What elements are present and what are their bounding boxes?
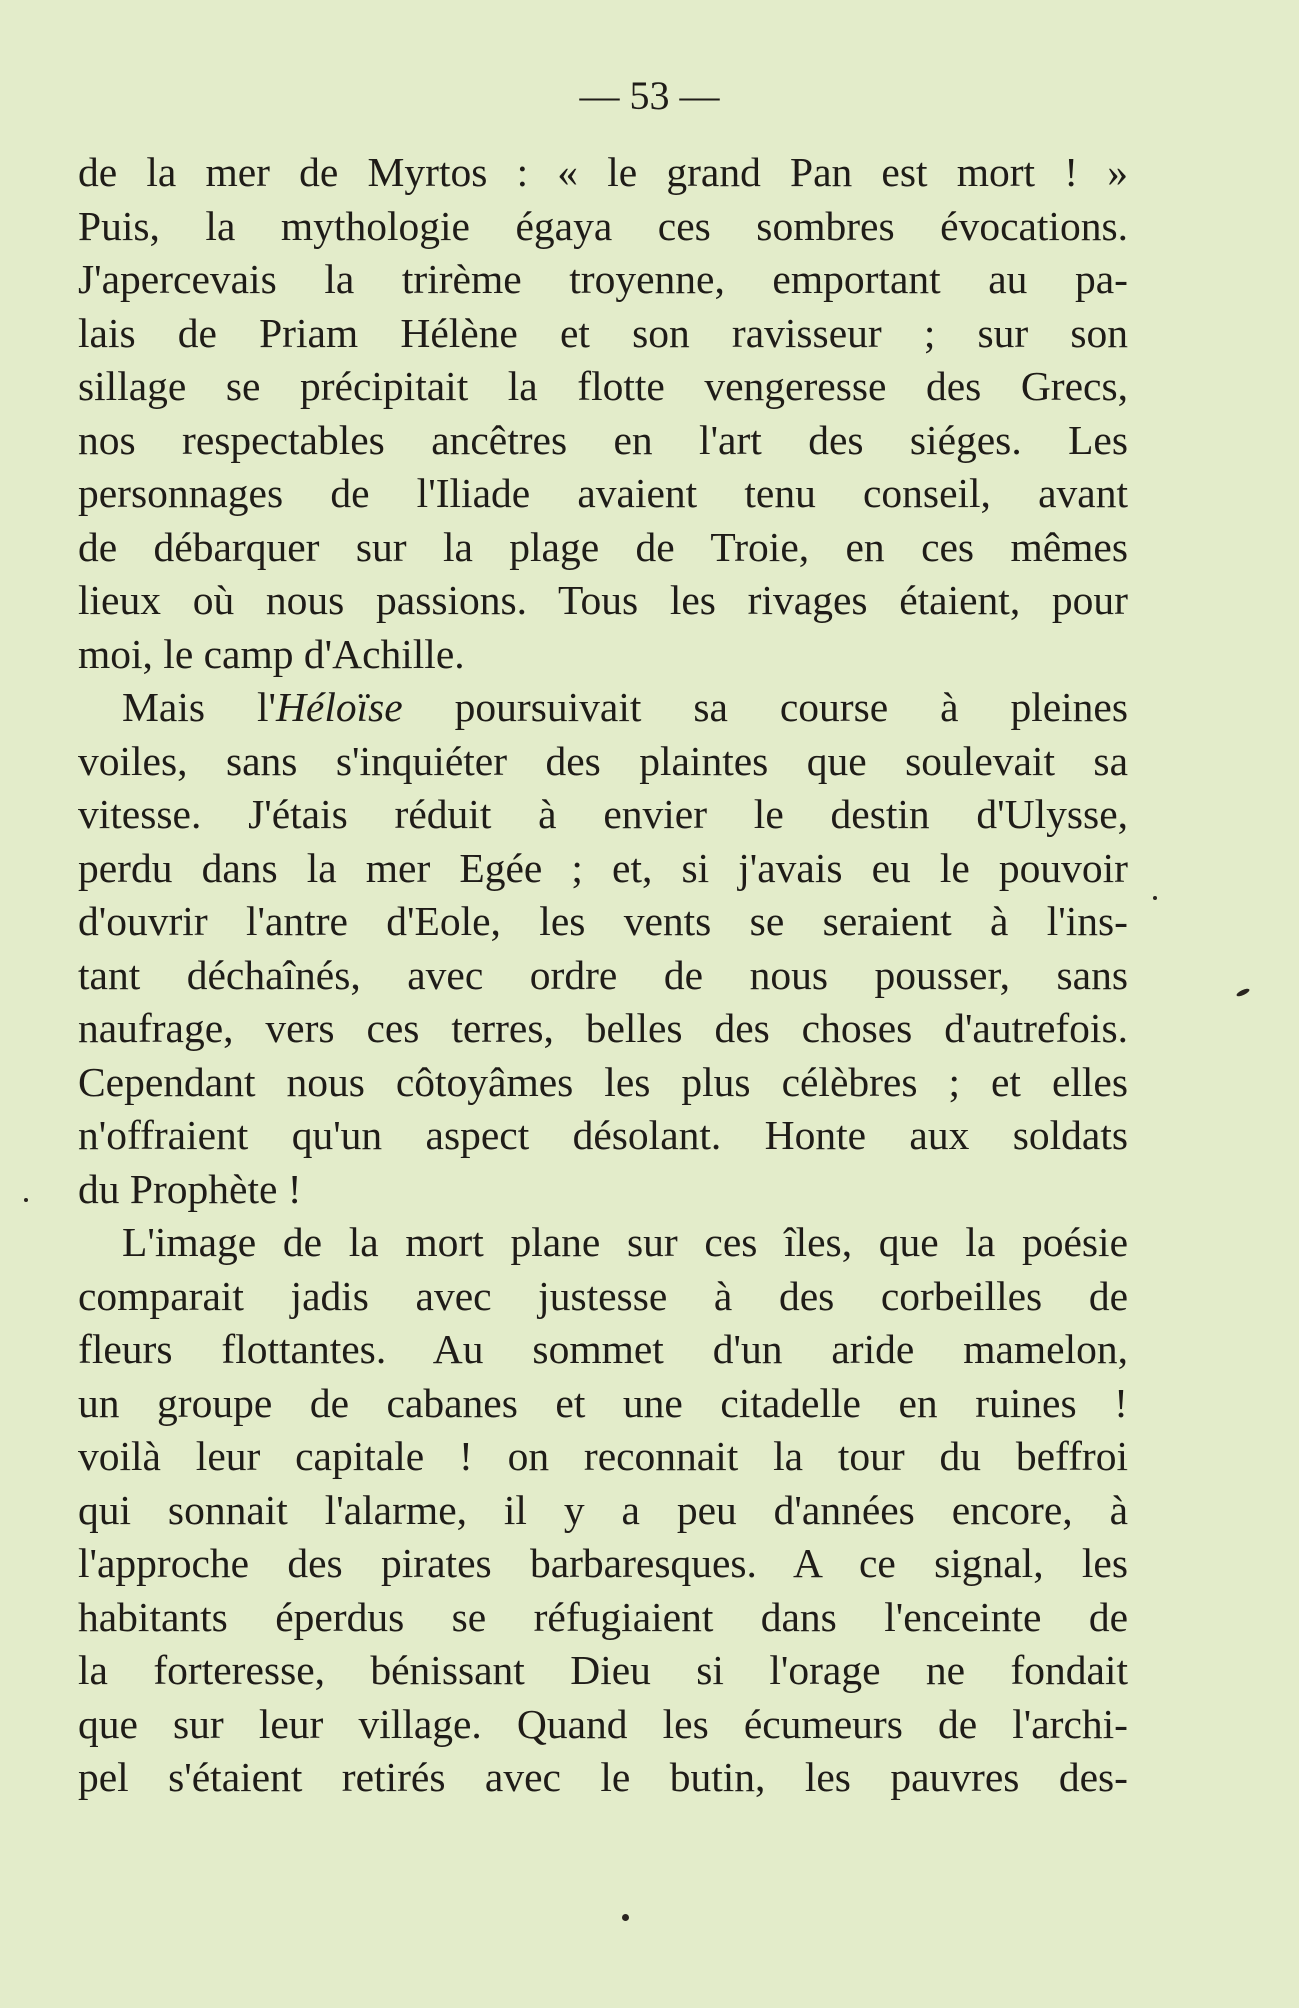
ink-speck: [24, 1198, 28, 1202]
text-line: [78, 681, 1128, 735]
text-line: moi, le camp d'Achille.: [78, 630, 465, 677]
text-line: personnages de l'Iliade avaient tenu conseil, avant: [78, 470, 1128, 516]
text-line: de débarquer sur la plage de Troie, en ces mêmes: [78, 523, 1128, 570]
text-line: comparait jadis avec justesse à des corbeilles de: [78, 1272, 1128, 1319]
text-line: un groupe de cabanes et une citadelle en ruines !: [78, 1379, 1128, 1426]
text-line: lieux où nous passions. Tous les rivages étaient, pour: [78, 577, 1128, 623]
ink-speck: [622, 1914, 629, 1921]
text-line: naufrage, vers ces terres, belles des choses d'autrefois.: [78, 1005, 1128, 1051]
text-line: voilà leur capitale ! on reconnait la tour du beffroi: [78, 1433, 1128, 1479]
ship-name: Héloïse: [275, 684, 403, 730]
text-line: que sur leur village. Quand les écumeurs de l'archi-: [78, 1700, 1128, 1747]
text-line: voiles, sans s'inquiéter des plaintes que soulevait sa: [78, 737, 1128, 784]
text-line: nos respectables ancêtres en l'art des siéges. Les: [78, 416, 1128, 463]
text-line: d'ouvrir l'antre d'Eole, les vents se seraient à l'ins-: [78, 898, 1128, 944]
text-line: tant déchaînés, avec ordre de nous pousser, sans: [78, 951, 1128, 998]
text-line: J'apercevais la trirème troyenne, emportant au pa-: [78, 256, 1128, 302]
text-line: L'image de la mort plane sur ces îles, que la poésie: [122, 1219, 1128, 1265]
text-line: fleurs flottantes. Au sommet d'un aride mamelon,: [78, 1326, 1128, 1372]
text-line: vitesse. J'étais réduit à envier le destin d'Ulysse,: [78, 791, 1128, 837]
text-line: Puis, la mythologie égaya ces sombres évocations.: [78, 202, 1128, 249]
text-run: Mais l': [122, 684, 276, 730]
page-number: — 53 —: [579, 73, 720, 118]
paragraph-1: [78, 146, 1128, 681]
text-line: lais de Priam Hélène et son ravisseur ; sur son: [78, 309, 1128, 356]
text-line: du Prophète !: [78, 1165, 302, 1212]
text-line: l'approche des pirates barbaresques. A ce signal, les: [78, 1540, 1128, 1586]
text-line: de la mer de Myrtos : « le grand Pan est mort ! »: [78, 149, 1128, 195]
paragraph-3: [78, 1216, 1128, 1805]
text-line: qui sonnait l'alarme, il y a peu d'années encore, à: [78, 1486, 1128, 1533]
text-line: sillage se précipitait la flotte vengeresse des Grecs,: [78, 363, 1128, 409]
text-line: pel s'étaient retirés avec le butin, les pauvres des-: [78, 1754, 1128, 1800]
text-line: perdu dans la mer Egée ; et, si j'avais eu le pouvoir: [78, 844, 1128, 891]
paragraph-2: [78, 681, 1128, 1216]
text-line: n'offraient qu'un aspect désolant. Honte aux soldats: [78, 1112, 1128, 1158]
ink-speck: [1153, 896, 1157, 900]
text-line: la forteresse, bénissant Dieu si l'orage ne fondait: [78, 1647, 1128, 1693]
text-run: poursuivait sa course à pleines: [402, 684, 1128, 730]
ink-speck: [1236, 987, 1251, 997]
body-text: [78, 146, 1128, 1805]
text-line: Cependant nous côtoyâmes les plus célèbres ; et elles: [78, 1058, 1128, 1105]
text-line: habitants éperdus se réfugiaient dans l'enceinte de: [78, 1593, 1128, 1640]
